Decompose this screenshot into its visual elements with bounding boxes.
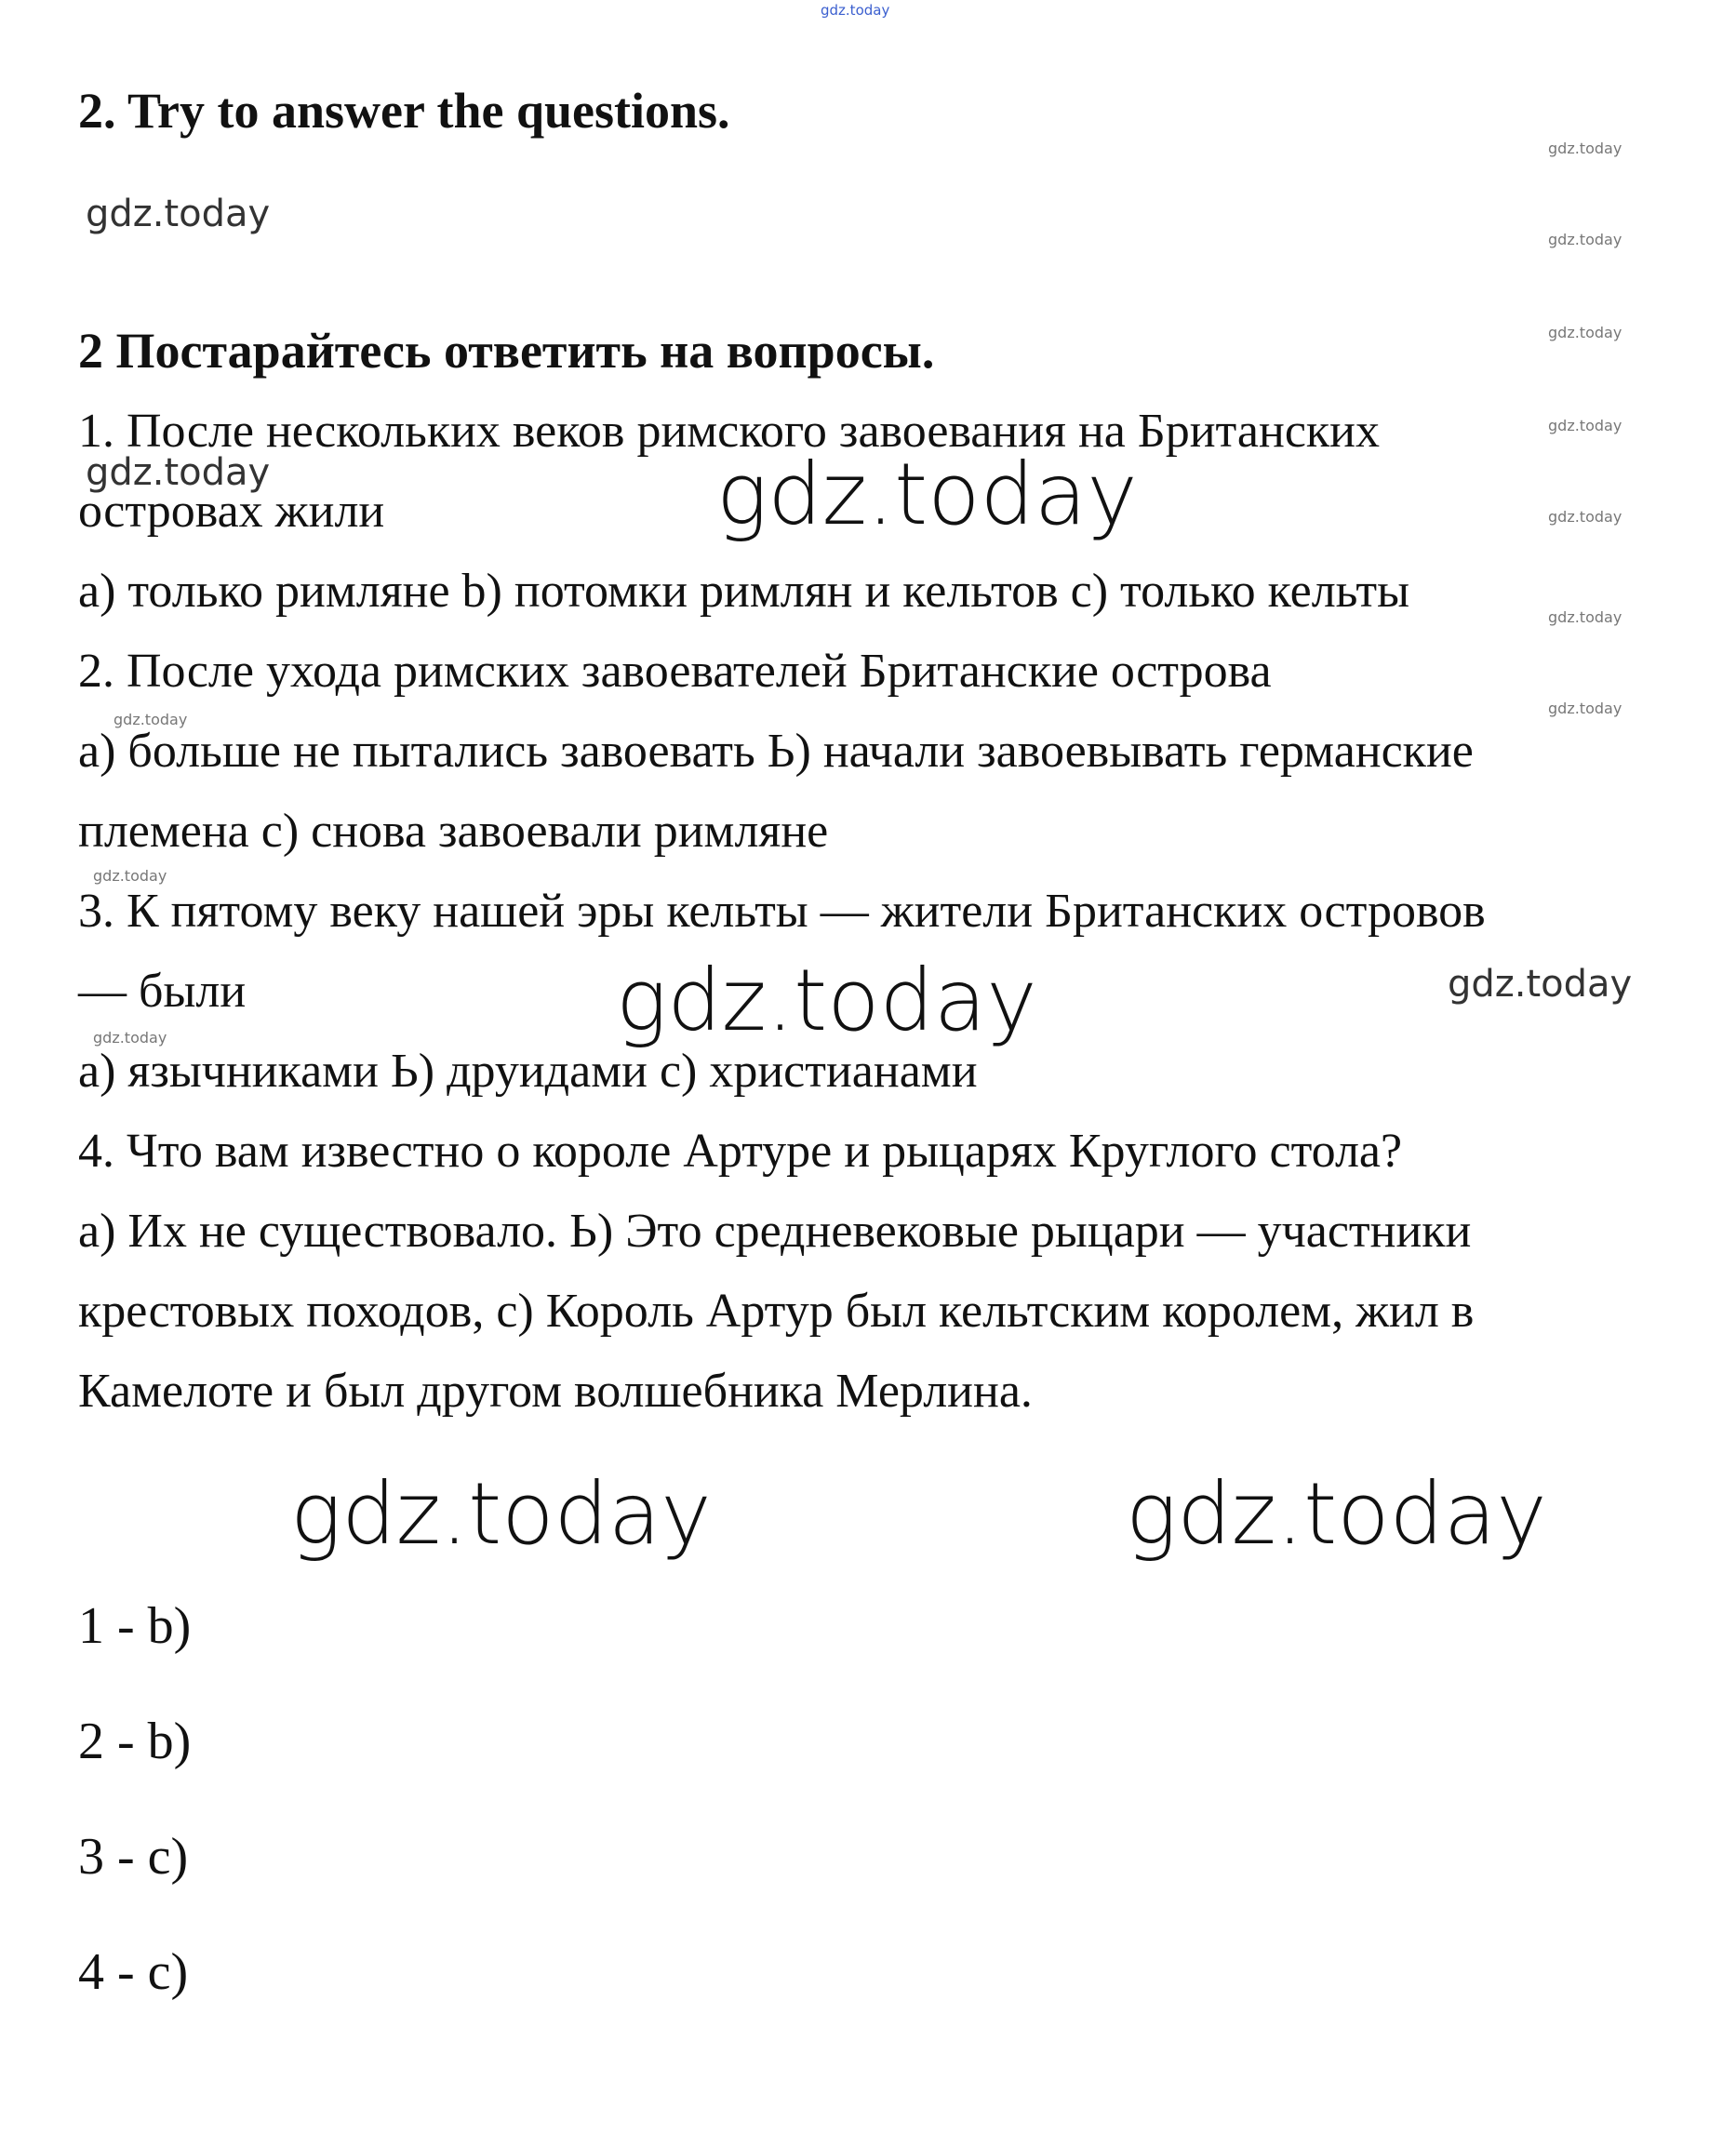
- watermark: gdz.today: [93, 867, 167, 885]
- watermark: gdz.today: [716, 445, 1138, 544]
- answer-1: 1 - b): [78, 1597, 192, 1655]
- question-2-line-1: 2. После ухода римских завоевателей Британские острова: [78, 645, 1272, 698]
- watermark: gdz.today: [1126, 1464, 1547, 1564]
- question-3-options: a) язычниками Ь) друидами c) христианами: [78, 1045, 978, 1098]
- watermark: gdz.today: [821, 2, 890, 19]
- question-4-options-line-1: a) Их не существовало. Ь) Это средневековые рыцари — участники: [78, 1205, 1472, 1258]
- question-4-options-line-3: Камелоте и был другом волшебника Мерлина.: [78, 1365, 1033, 1418]
- watermark: gdz.today: [1548, 608, 1622, 626]
- watermark: gdz.today: [1548, 508, 1622, 526]
- question-1-options: a) только римляне b) потомки римлян и кельтов c) только кельты: [78, 565, 1410, 618]
- question-4-options-line-2: крестовых походов, c) Король Артур был кельтским королем, жил в: [78, 1285, 1475, 1338]
- watermark: gdz.today: [114, 711, 188, 728]
- watermark: gdz.today: [1548, 417, 1622, 434]
- watermark: gdz.today: [616, 951, 1037, 1050]
- answer-4: 4 - c): [78, 1943, 189, 2001]
- watermark: gdz.today: [86, 193, 271, 235]
- question-1-line-1: 1. После нескольких веков римского завоевания на Британских: [78, 405, 1380, 458]
- answer-3: 3 - c): [78, 1828, 189, 1886]
- question-3-line-2: — были: [78, 965, 247, 1018]
- watermark: gdz.today: [1548, 324, 1622, 341]
- watermark: gdz.today: [86, 451, 271, 494]
- heading-english: 2. Try to answer the questions.: [78, 83, 730, 139]
- heading-russian: 2 Постарайтесь ответить на вопросы.: [78, 323, 935, 379]
- watermark: gdz.today: [290, 1464, 712, 1564]
- question-4-line-1: 4. Что вам известно о короле Артуре и рыцарях Круглого стола?: [78, 1125, 1403, 1178]
- question-2-options-line-1: a) больше не пытались завоевать Ь) начали завоевывать германские: [78, 725, 1474, 778]
- answer-2: 2 - b): [78, 1713, 192, 1770]
- watermark: gdz.today: [1448, 963, 1633, 1006]
- question-2-options-line-2: племена c) снова завоевали римляне: [78, 805, 829, 858]
- watermark: gdz.today: [1548, 140, 1622, 157]
- question-3-line-1: 3. К пятому веку нашей эры кельты — жители Британских островов: [78, 885, 1486, 938]
- watermark: gdz.today: [93, 1029, 167, 1047]
- watermark: gdz.today: [1548, 231, 1622, 248]
- watermark: gdz.today: [1548, 700, 1622, 717]
- question-1-line-2: островах жили: [78, 485, 385, 538]
